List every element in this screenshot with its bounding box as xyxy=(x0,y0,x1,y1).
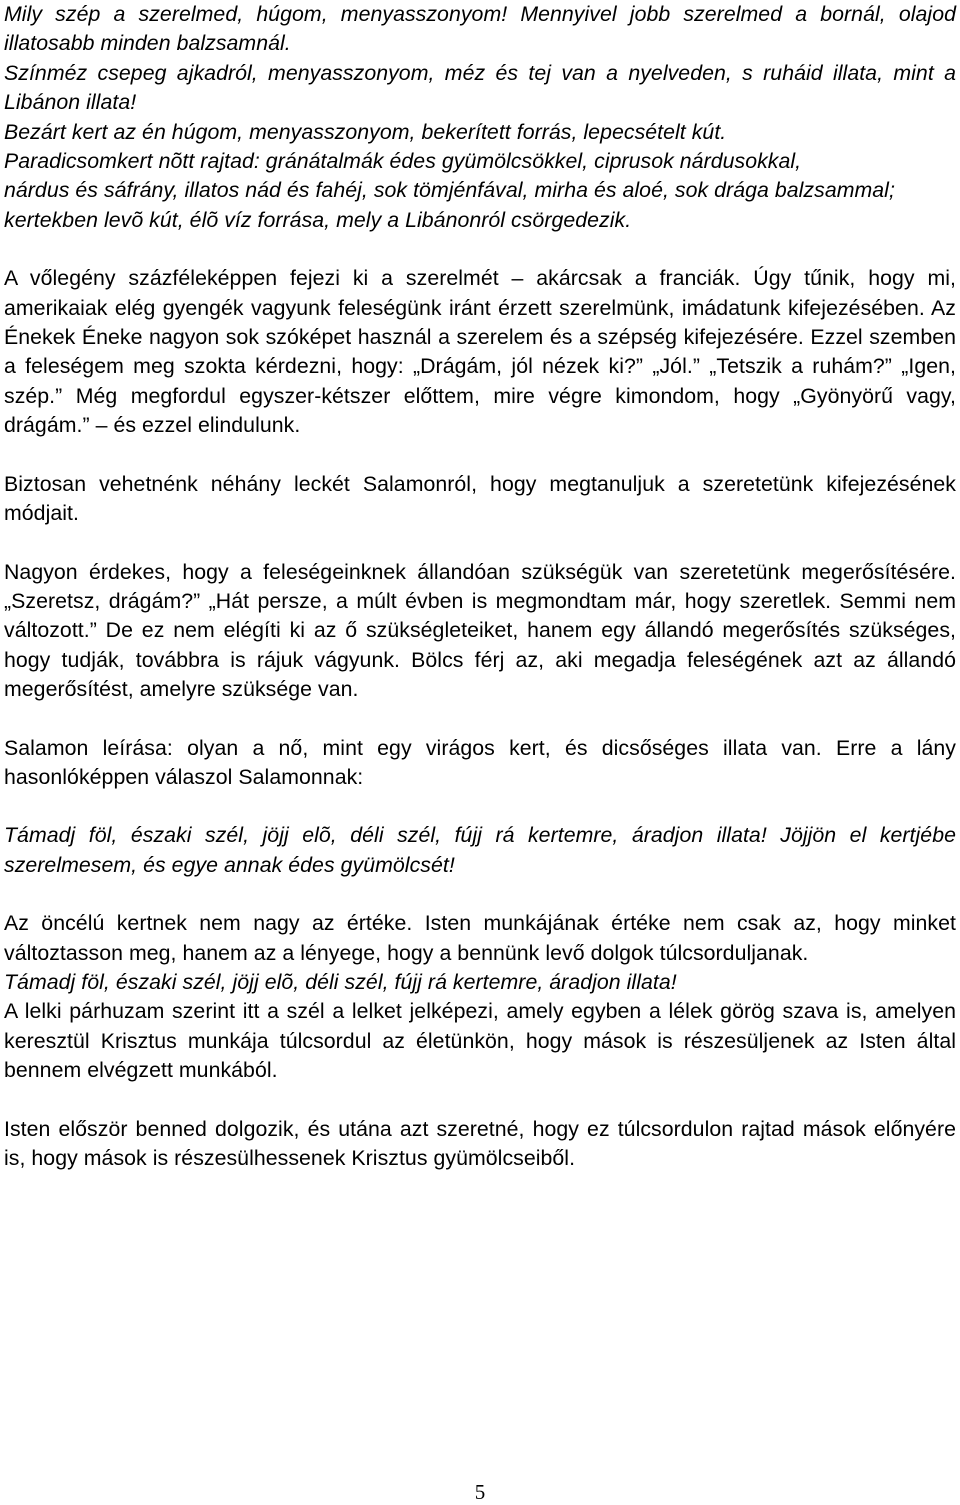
poem-line: nárdus és sáfrány, illatos nád és fahéj, sok tömjénfával, mirha és aloé, sok drága balzsammal; xyxy=(4,178,895,203)
page-number: 5 xyxy=(474,1480,486,1504)
quote-paragraph: Támadj föl, északi szél, jöjj elõ, déli szél, fújj rá kertemre, áradjon illata! Jöjjön el kertjébe szerelmesem, és egye annak édes gyümölcsét! xyxy=(4,823,956,877)
body-paragraph: Salamon leírása: olyan a nő, mint egy virágos kert, és dicsőséges illata van. Erre a lány hasonlóképpen válaszol Salamonnak: xyxy=(4,735,956,789)
body-paragraph: Nagyon érdekes, hogy a feleségeinknek állandóan szükségük van szeretetünk megerősítésére. „Szeretsz, drágám?” „Hát persze, a múlt évben is megmondtam már, hogy szeretlek. Semmi nem változott.” De ez nem elégíti ki az ő szükségleteiket, hanem egy állandó megerősítés szükséges, hogy tudják, továbbra is rájuk vágyunk. Bölcs férj az, aki megadja feleségének azt az állandó megerősítést, amelyre szüksége van. xyxy=(4,559,956,702)
document-page xyxy=(4,0,956,1173)
quote-paragraph: Támadj föl, északi szél, jöjj elõ, déli szél, fújj rá kertemre, áradjon illata! xyxy=(4,969,677,994)
poem-line: Színméz csepeg ajkadról, menyasszonyom, méz és tej van a nyelveden, s ruháid illata, mint a Libánon illata! xyxy=(4,60,956,115)
poem-line: Mily szép a szerelmed, húgom, menyasszonyom! Mennyivel jobb szerelmed a bornál, olajod illatosabb minden balzsamnál. xyxy=(4,2,956,56)
body-paragraph: Biztosan vehetnénk néhány leckét Salamonról, hogy megtanuljuk a szeretetünk kifejezésének módjait. xyxy=(4,471,956,526)
poem-line: kertekben levõ kút, élõ víz forrása, mely a Libánonról csörgedezik. xyxy=(4,207,632,232)
body-paragraph: Az öncélú kertnek nem nagy az értéke. Isten munkájának értéke nem csak az, hogy minket változtasson meg, hanem az a lényege, hogy a bennünk levő dolgok túlcsorduljanak. xyxy=(4,911,956,965)
body-paragraph: Isten először benned dolgozik, és utána azt szeretné, hogy ez túlcsordulon rajtad mások előnyére is, hogy mások is részesülhessenek Krisztus gyümölcseiből. xyxy=(4,1116,956,1170)
body-paragraph: A lelki párhuzam szerint itt a szél a lelket jelképezi, amely egyben a lélek görög szava is, amelyen keresztül Krisztus munkája túlcsordul az életünkön, hogy mások is részesüljenek az Isten által bennem elvégzett munkából. xyxy=(4,999,956,1083)
poem-line: Bezárt kert az én húgom, menyasszonyom, bekerített forrás, lepecsételt kút. xyxy=(4,119,727,144)
poem-line: Paradicsomkert nõtt rajtad: gránátalmák édes gyümölcsökkel, ciprusok nárdusokkal, xyxy=(4,149,802,174)
poem-block-1 xyxy=(4,0,956,235)
body-paragraph: A vőlegény százféleképpen fejezi ki a szerelmét – akárcsak a franciák. Úgy tűnik, hogy mi, amerikaiak elég gyengék vagyunk feleségünk iránt érzett szerelmünk, imádatunk kifejezésében. Az Énekek Éneke nagyon sok szóképet használ a szerelem és a szépség kifejezésére. Ezzel szemben a feleségem meg szokta kérdezni, hogy: „Drágám, jól nézek ki?” „Jól.” „Tetszik a ruhám?” „Igen, szép.” Még megfordul egyszer-kétszer előttem, mire végre kimondom, hogy „Gyönyörű vagy, drágám.” – és ezzel elindulunk. xyxy=(4,266,956,438)
